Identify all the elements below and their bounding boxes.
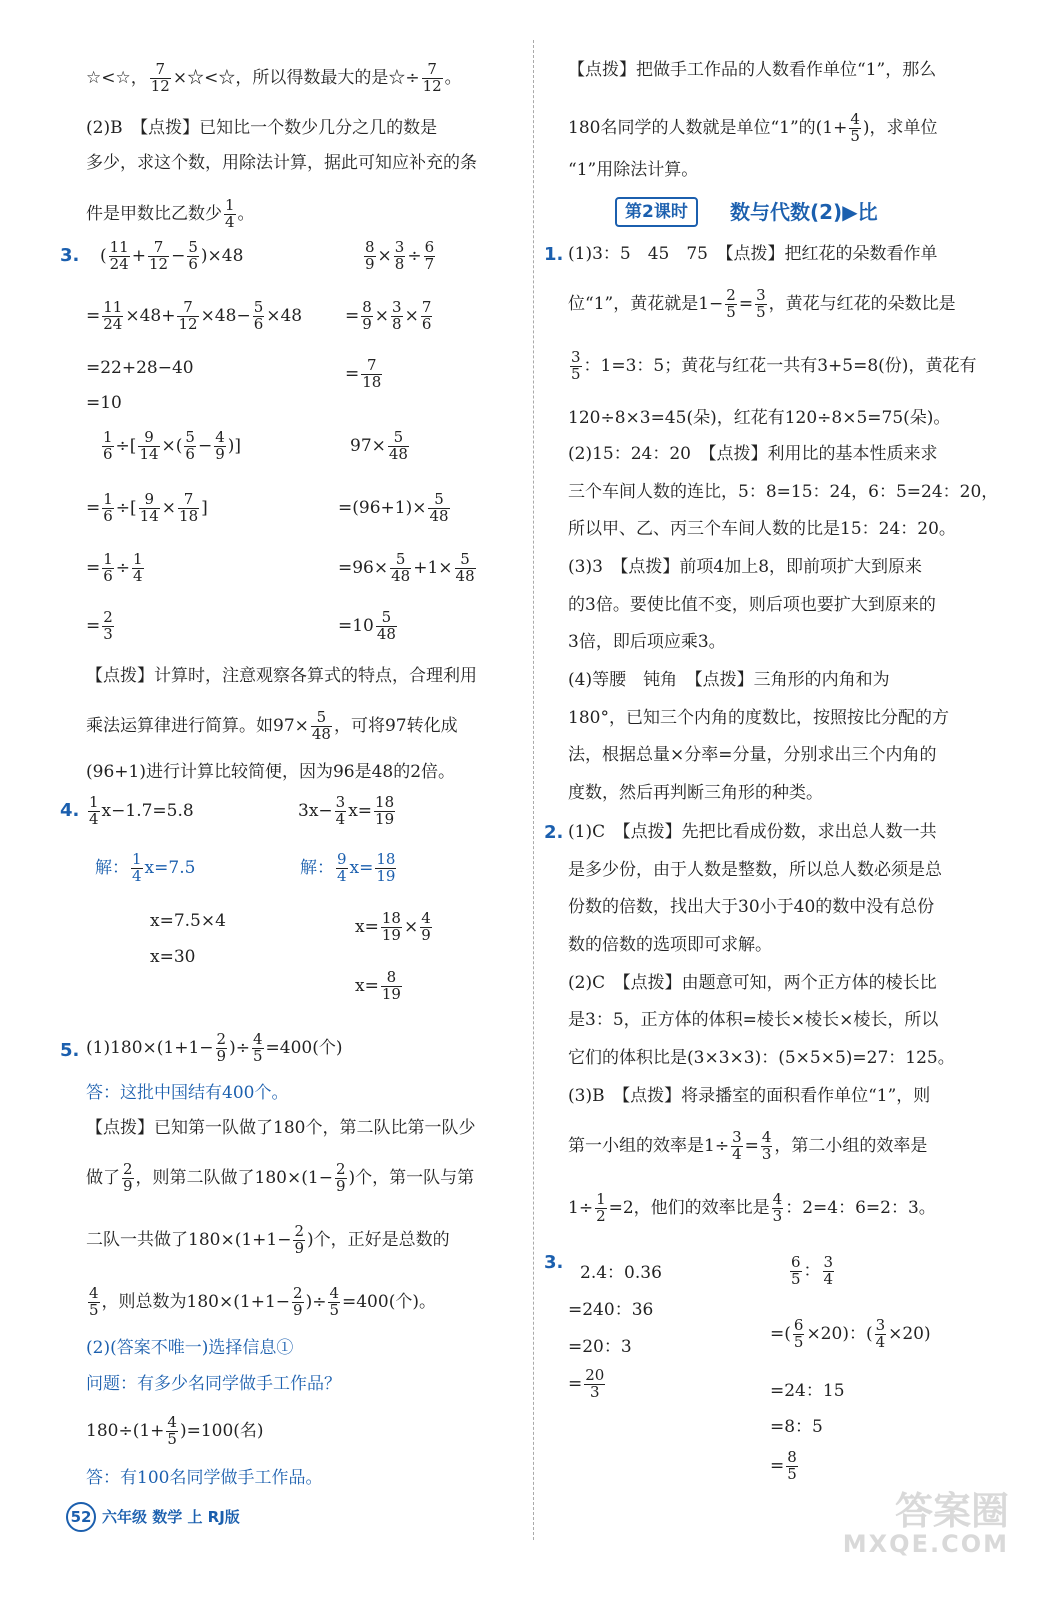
p1-line-c: $\frac{3}{5}$ ：1=3：5；黄花与红花一共有3+5=8(份)，黄花有	[571, 348, 977, 383]
math-r3b-2: =( $\frac{6}{5}$ ×20)：( $\frac{3}{4}$ ×20)	[770, 1316, 931, 1351]
math-3d-1: 97× $\frac{5}{48}$	[350, 428, 408, 463]
line-1: ☆<☆， $\frac{7}{12}$ ×☆<☆，所以得数最大的是☆÷ $\frac{7}{12}$ 。	[86, 60, 462, 95]
tip-5-line-4: $\frac{4}{5}$ ，则总数为180×(1+1− $\frac{2}{9}$ )÷ $\frac{4}{5}$ =400(个)。	[89, 1284, 436, 1319]
math-4a-3: x=7.5×4	[150, 911, 226, 931]
p2-line-e: (2)C 【点拨】由题意可知，两个正方体的棱长比	[568, 973, 937, 993]
p1-line-h: (3)3 【点拨】前项4加上8，即前项扩大到原来	[568, 557, 923, 577]
tip-3-line-1: 【点拨】计算时，注意观察各算式的特点，合理利用	[86, 666, 477, 686]
text: ，则总数为180×	[101, 1291, 234, 1312]
r-line-3: “1”用除法计算。	[568, 160, 699, 180]
lesson-tag: 第2课时	[615, 197, 698, 227]
text: 位“1”，黄花就是1−	[568, 293, 724, 314]
math-3c-2: = $\frac{1}{6}$ ÷[ $\frac{9}{14}$ × $\frac{7}{18}$ ]	[86, 490, 208, 525]
text: =400(个)。	[342, 1291, 436, 1312]
text: ：1=3：5；黄花与红花一共有3+5=8(份)，黄花有	[583, 355, 977, 376]
math-3c-3: = $\frac{1}{6}$ ÷ $\frac{1}{4}$	[86, 550, 143, 585]
math-r3b-1: $\frac{6}{5}$ ： $\frac{3}{4}$	[791, 1253, 834, 1288]
question-number-5: 5.	[60, 1040, 80, 1061]
p2-line-j: 1÷ $\frac{1}{2}$ =2，他们的效率比是 $\frac{4}{3}$ ：2=4：6=2：3。	[568, 1190, 936, 1225]
column-divider	[533, 40, 535, 1540]
math-3a-4: =10	[86, 393, 122, 413]
p1-line-n: 度数，然后再判断三角形的种类。	[568, 783, 823, 803]
math-3a-3: =22+28−40	[86, 358, 194, 378]
math-r3b-4: =8：5	[770, 1417, 823, 1437]
text: ，可将97转化成	[333, 715, 458, 736]
text: ，黄花与红花的朵数比是	[768, 293, 956, 314]
math-r3a-4: = $\frac{20}{3}$	[568, 1366, 605, 1401]
question-number-r3: 3.	[544, 1252, 564, 1273]
math-5-1: (1)180×(1+1− $\frac{2}{9}$ )÷ $\frac{4}{5}$ =400(个)	[86, 1030, 343, 1065]
tip-5-line-3: 二队一共做了180×(1+1− $\frac{2}{9}$ )个，正好是总数的	[86, 1222, 450, 1257]
p1-line-d: 120÷8×3=45(朵)，红花有120÷8×5=75(朵)。	[568, 408, 951, 428]
line-2: (2)B 【点拨】已知比一个数少几分之几的数是	[86, 118, 438, 138]
math-4b-2: 解： $\frac{9}{4}$ x= $\frac{18}{19}$	[300, 850, 396, 885]
text: 做了	[86, 1167, 120, 1188]
math-3c-4: = $\frac{2}{3}$	[86, 608, 113, 643]
math-r3a-2: =240：36	[568, 1300, 654, 1320]
tip-3-line-2: 乘法运算律进行简算。如97× $\frac{5}{48}$ ，可将97转化成	[86, 708, 458, 743]
p1-line-g: 所以甲、乙、丙三个车间人数的比是15：24：20。	[568, 519, 956, 539]
p2-line-d: 数的倍数的选项即可求解。	[568, 935, 772, 955]
lesson-title: 数与代数(2)▶比	[730, 200, 878, 224]
line-3: 多少，求这个数，用除法计算，据此可知应补充的条	[86, 153, 477, 173]
p2-line-g: 它们的体积比是(3×3×3)：(5×5×5)=27：125。	[568, 1048, 955, 1068]
text: 1÷	[568, 1197, 594, 1218]
text: 二队一共做了180×	[86, 1229, 235, 1250]
p1-line-i: 的3倍。要使比值不变，则后项也要扩大到原来的	[568, 595, 936, 615]
p1-line-f: 三个车间人数的连比，5：8=15：24，6：5=24：20，	[568, 482, 999, 502]
p2-line-b: 是多少份，由于人数是整数，所以总人数必须是总	[568, 860, 942, 880]
question-number-4: 4.	[60, 800, 80, 821]
math-3b-3: = $\frac{7}{18}$	[345, 356, 382, 391]
question-number-3: 3.	[60, 245, 80, 266]
line-4: 件是甲数比乙数少 $\frac{1}{4}$ 。	[86, 196, 255, 231]
text: =2，他们的效率比是	[608, 1197, 770, 1218]
text: ：2=4：6=2：3。	[785, 1197, 936, 1218]
text: 乘法运算律进行简算。如97×	[86, 715, 309, 736]
tip-5-line-2: 做了 $\frac{2}{9}$ ，则第二队做了180×(1− $\frac{2}{9}$ )个，第一队与第	[86, 1160, 475, 1195]
math-3c-1: $\frac{1}{6}$ ÷[ $\frac{9}{14}$ ×( $\frac{5}{6}$ − $\frac{4}{9}$ )]	[103, 428, 242, 463]
text: 180名同学的人数就是单位“1”的	[568, 117, 816, 138]
p2-line-c: 份数的倍数，找出大于30小于40的数中没有总份	[568, 897, 935, 917]
p1-line-j: 3倍，即后项应乘3。	[568, 632, 726, 652]
answer-5: 答：这批中国结有400个。	[86, 1083, 289, 1103]
math-4b-1: 3x− $\frac{3}{4}$ x= $\frac{18}{19}$	[298, 793, 395, 828]
p1-line-l: 180°，已知三个内角的度数比，按照按比分配的方	[568, 708, 949, 728]
math-3b-1: $\frac{8}{9}$ × $\frac{3}{8}$ ÷ $\frac{6}{7}$	[365, 238, 435, 273]
p2-line-a: (1)C 【点拨】先把比看成份数，求出总人数一共	[568, 822, 937, 842]
r-line-2: 180名同学的人数就是单位“1”的(1+ $\frac{4}{5}$ )，求单位	[568, 110, 938, 145]
question-number-r1: 1.	[544, 244, 564, 265]
text: ，求单位	[869, 117, 938, 138]
math-r3a-1: 2.4：0.36	[580, 1263, 662, 1283]
q5-part2: (2)(答案不唯一)选择信息①	[86, 1338, 294, 1358]
right-column	[540, 0, 1039, 1600]
math-r3b-3: =24：15	[770, 1381, 845, 1401]
tip-3-line-3: (96+1)进行计算比较简便，因为96是48的2倍。	[86, 762, 456, 782]
math-3d-3: =96× $\frac{5}{48}$ +1× $\frac{5}{48}$	[338, 550, 475, 585]
math-4a-1: $\frac{1}{4}$ x−1.7=5.8	[89, 793, 194, 828]
text: ×☆<☆，所以得数最大的是☆÷	[172, 67, 420, 88]
q5-part2-question: 问题：有多少名同学做手工作品？	[86, 1374, 341, 1394]
footer-text: 六年级 数学 上 RJ版	[102, 1508, 240, 1526]
question-number-r2: 2.	[544, 822, 564, 843]
tip-5-line-1: 【点拨】已知第一队做了180个，第二队比第一队少	[86, 1118, 476, 1138]
math-r3b-5: = $\frac{8}{5}$	[770, 1448, 797, 1483]
p2-line-i: 第一小组的效率是1÷ $\frac{3}{4}$ = $\frac{4}{3}$ ，第二小组的效率是	[568, 1128, 928, 1163]
text: ÷	[312, 1291, 327, 1312]
text: ，则第二队做了180×	[135, 1167, 302, 1188]
p1-line-e: (2)15：24：20 【点拨】利用比的基本性质来求	[568, 444, 938, 464]
watermark-logo: 答案圈	[894, 1489, 1009, 1533]
math-3d-4: =10 $\frac{5}{48}$	[338, 608, 396, 643]
p1-line-k: (4)等腰 钝角 【点拨】三角形的内角和为	[568, 670, 890, 690]
text: ☆<☆，	[86, 67, 148, 88]
math-4a-2: 解： $\frac{1}{4}$ x=7.5	[95, 850, 196, 885]
watermark-url: MXQE.COM	[842, 1530, 1009, 1558]
p2-line-f: 是3：5，正方体的体积=棱长×棱长×棱长，所以	[568, 1010, 939, 1030]
math-r3a-3: =20：3	[568, 1337, 632, 1357]
r-line-1: 【点拨】把做手工作品的人数看作单位“1”，那么	[568, 60, 937, 80]
text: 第一小组的效率是1÷	[568, 1135, 730, 1156]
page-number: 52	[66, 1502, 96, 1532]
text: ，第二小组的效率是	[774, 1135, 928, 1156]
math-3b-2: = $\frac{8}{9}$ × $\frac{3}{8}$ × $\frac{7}{6}$	[345, 298, 432, 333]
math-4b-4: x= $\frac{8}{19}$	[355, 968, 401, 1003]
text: 个，第一队与第	[355, 1167, 475, 1188]
p1-line-a: (1)3：5 45 75 【点拨】把红花的朵数看作单	[568, 244, 938, 264]
math-4a-4: x=30	[150, 947, 196, 967]
p2-line-h: (3)B 【点拨】将录播室的面积看作单位“1”，则	[568, 1086, 931, 1106]
footer	[66, 1502, 240, 1532]
math-3d-2: =(96+1)× $\frac{5}{48}$	[338, 490, 449, 525]
text: 个，正好是总数的	[313, 1229, 450, 1250]
math-3a-2: = $\frac{11}{24}$ ×48+ $\frac{7}{12}$ ×48− $\frac{5}{6}$ ×48	[86, 298, 303, 333]
p1-line-b: 位“1”，黄花就是1− $\frac{2}{5}$ = $\frac{3}{5}$ ，黄花与红花的朵数比是	[568, 286, 956, 321]
p1-line-m: 法，根据总量×分率=分量，分别求出三个内角的	[568, 745, 937, 765]
math-5-2: 180÷(1+ $\frac{4}{5}$ )=100(名)	[86, 1413, 264, 1448]
math-3a-1: ( $\frac{11}{24}$ + $\frac{7}{12}$ − $\frac{5}{6}$ )×48	[100, 238, 244, 273]
math-4b-3: x= $\frac{18}{19}$ × $\frac{4}{9}$	[355, 909, 431, 944]
text: 件是甲数比乙数少	[86, 203, 222, 224]
q5-part2-answer: 答：有100名同学做手工作品。	[86, 1468, 323, 1488]
